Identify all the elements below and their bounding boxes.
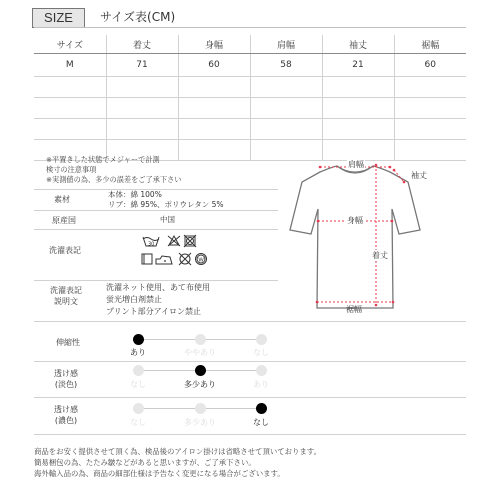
scale-dot (256, 334, 267, 345)
table-cell: 71 (106, 54, 178, 77)
table-cell: 60 (394, 54, 466, 77)
scale-dot (256, 365, 267, 376)
column-header: 袖丈 (322, 35, 394, 54)
tshirt-outline (290, 166, 420, 308)
hem-label: 裾幅 (346, 305, 362, 314)
material-value (108, 190, 224, 209)
sheer-light-label (54, 368, 78, 390)
column-header: 裾幅 (394, 35, 466, 54)
divider (34, 361, 466, 362)
column-header: 肩幅 (250, 35, 322, 54)
care-text-label-line: 説明文 (54, 297, 78, 306)
table-row-empty (34, 77, 466, 98)
size-table (34, 35, 466, 161)
sleeve-label: 袖丈 (411, 171, 427, 180)
no-dry-clean-icon (179, 253, 191, 265)
origin-label: 原産国 (52, 216, 76, 225)
scale-label: なし (130, 418, 146, 427)
table-cell: 21 (322, 54, 394, 77)
table-cell: 60 (178, 54, 250, 77)
scale-label: ややあり (184, 348, 216, 357)
sheer-dark-label-line: (濃色) (54, 416, 78, 425)
svg-text:W: W (198, 257, 204, 264)
sheer-dark-label (54, 404, 78, 426)
scale-dot-selected (195, 365, 206, 376)
scale-label: なし (253, 348, 269, 357)
origin-value: 中国 (160, 215, 175, 224)
iron-low-icon (156, 256, 172, 264)
stretch-label: 伸縮性 (56, 338, 80, 347)
scale-dot (133, 403, 144, 414)
svg-text:30: 30 (148, 241, 155, 248)
care-symbols (140, 233, 220, 273)
sheer-light-label-line: (淡色) (54, 380, 78, 389)
material-line: リブ：綿 95%、ポリウレタン 5% (108, 199, 224, 209)
divider (34, 434, 466, 435)
divider (34, 280, 278, 281)
sheer-dark-label-line: 透け感 (54, 405, 78, 414)
footer-line: 海外輸入品の為、商品の細部仕様は予告なく変更になる場合がございます。 (34, 469, 285, 478)
divider (34, 321, 466, 322)
care-text-line: プリント部分アイロン禁止 (106, 307, 201, 316)
scale-dot (133, 365, 144, 376)
table-cell: 58 (250, 54, 322, 77)
scale-dot (195, 334, 206, 345)
scale-dot (195, 403, 206, 414)
footer-notes (34, 446, 321, 479)
tshirt-diagram (280, 145, 470, 320)
scale-label: 多少あり (184, 418, 216, 427)
note-line: ※実測値の為、多少の誤差をご了承下さい (46, 175, 182, 184)
table-cell: M (34, 54, 106, 77)
note-line: ※平置きした状態でメジャーで計測 (46, 155, 160, 164)
scale-dot-selected (133, 334, 144, 345)
table-row (34, 54, 466, 77)
column-header: 身幅 (178, 35, 250, 54)
care-text (106, 282, 210, 318)
scale-label: なし (253, 418, 269, 427)
divider (34, 229, 278, 230)
care-text-line: 洗濯ネット使用、あて布使用 (106, 283, 210, 292)
page-title: サイズ表(CM) (100, 10, 176, 24)
shoulder-label: 肩幅 (348, 160, 364, 169)
table-row-empty (34, 119, 466, 140)
no-bleach-icon (168, 236, 180, 246)
divider (34, 210, 278, 211)
care-symbols-label: 洗濯表記 (49, 246, 81, 255)
header-divider (34, 27, 466, 28)
length-label: 着丈 (372, 251, 388, 260)
no-tumble-dry-icon (184, 235, 196, 247)
scale-label: あり (130, 348, 146, 357)
column-header: 着丈 (106, 35, 178, 54)
footer-line: 商品をお安く提供させて頂く為、検品後のアイロン掛けは省略させて頂いております。 (34, 447, 321, 456)
table-row-empty (34, 98, 466, 119)
sheer-light-label-line: 透け感 (54, 369, 78, 378)
material-label: 素材 (54, 195, 70, 204)
scale-dot-selected (256, 403, 267, 414)
footer-line: 簡易梱包の為、たたみ皺などがあると思いますが、ご了承下さい。 (34, 458, 256, 467)
table-header-row (34, 35, 466, 54)
line-dry-icon (142, 254, 152, 264)
size-tag: SIZE (32, 8, 85, 28)
note-line: 検寸の注意事項 (46, 165, 97, 174)
care-text-label (50, 285, 82, 307)
measurement-notes (46, 155, 181, 185)
scale-label: 多少あり (184, 380, 216, 389)
care-text-label-line: 洗濯表記 (50, 286, 82, 295)
care-text-line: 蛍光増白剤禁止 (106, 295, 162, 304)
material-line: 本体：綿 100% (108, 190, 162, 199)
body-width-label: 身幅 (347, 216, 363, 225)
column-header: サイズ (34, 35, 106, 54)
scale-label: なし (130, 380, 146, 389)
scale-label: あり (253, 380, 269, 389)
divider (34, 397, 466, 398)
